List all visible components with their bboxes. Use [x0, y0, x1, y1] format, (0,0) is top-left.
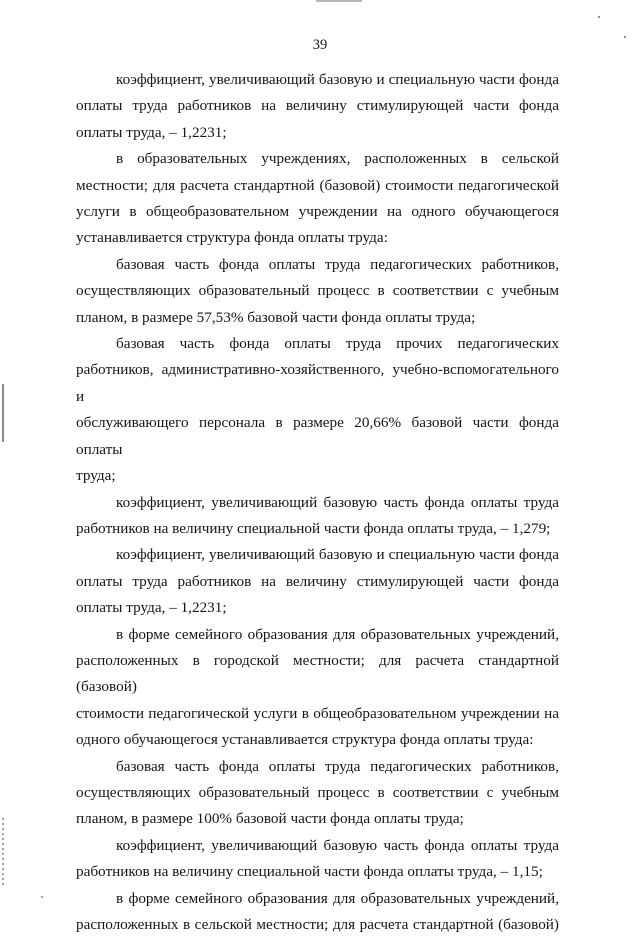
scan-artifact-left-edge [2, 384, 4, 442]
scan-artifact-left-bottom [2, 818, 4, 888]
paragraph [76, 622, 559, 754]
text-line: расположенных в сельской местности; для расчета стандартной (базовой) [76, 916, 559, 933]
page-number: 39 [312, 37, 328, 53]
text-line: обслуживающего персонала в размере 20,66% базовой части фонда оплаты [76, 414, 559, 458]
text-line: в форме семейного образования для образовательных учреждений, [116, 625, 559, 643]
document-body [76, 67, 559, 938]
paragraph [76, 754, 559, 833]
text-line: оплаты труда, – 1,2231; [76, 599, 227, 617]
text-line: коэффициент, увеличивающий базовую и специальную части фонда [116, 546, 559, 564]
text-line: осуществляющих образовательный процесс в соответствии с учебным [76, 282, 559, 300]
text-line: местности; для расчета стандартной (базовой) стоимости педагогической [76, 176, 559, 194]
text-line: оплаты труда работников на величину стимулирующей части фонда [76, 97, 559, 115]
text-line: осуществляющих образовательный процесс в соответствии с учебным [76, 783, 559, 801]
text-line: в форме семейного образования для образовательных учреждений, [116, 889, 559, 907]
text-line: базовая часть фонда оплаты труда педагогических работников, [116, 757, 559, 775]
text-line: услуги в общеобразовательном учреждении на одного обучающегося [76, 203, 559, 221]
paragraph [76, 833, 559, 886]
paragraph [76, 490, 559, 543]
text-line: оплаты труда работников на величину стимулирующей части фонда [76, 572, 559, 590]
paragraph [76, 886, 559, 938]
text-line: в образовательных учреждениях, расположенных в сельской [116, 150, 559, 168]
paragraph [76, 252, 559, 331]
text-line: коэффициент, увеличивающий базовую часть фонда оплаты труда [116, 836, 559, 854]
text-line: базовая часть фонда оплаты труда прочих педагогических [116, 335, 559, 353]
text-line: одного обучающегося устанавливается структура фонда оплаты труда: [76, 731, 534, 749]
text-line: работников, административно-хозяйственного, учебно-вспомогательного и [76, 361, 559, 405]
text-line: коэффициент, увеличивающий базовую и специальную части фонда [116, 71, 559, 88]
paragraph [76, 67, 559, 146]
scan-artifact-dot [41, 896, 43, 898]
text-line: труда; [76, 467, 116, 485]
text-line: работников на величину специальной части фонда оплаты труда, – 1,279; [76, 519, 551, 537]
text-line: устанавливается структура фонда оплаты труда: [76, 229, 388, 247]
paragraph [76, 542, 559, 621]
text-line: планом, в размере 57,53% базовой части фонда оплаты труда; [76, 308, 476, 326]
text-line: оплаты труда, – 1,2231; [76, 123, 227, 141]
paragraph [76, 331, 559, 489]
text-line: коэффициент, увеличивающий базовую часть фонда оплаты труда [116, 493, 559, 511]
scan-artifact-top [316, 0, 362, 2]
text-line: работников на величину специальной части фонда оплаты труда, – 1,15; [76, 863, 543, 881]
text-line: стоимости педагогической услуги в общеобразовательном учреждении на [76, 704, 559, 722]
text-line: планом, в размере 100% базовой части фонда оплаты труда; [76, 810, 464, 828]
scan-artifact-dot [598, 16, 600, 18]
paragraph [76, 146, 559, 252]
text-line: базовая часть фонда оплаты труда педагогических работников, [116, 255, 559, 273]
text-line: расположенных в городской местности; для расчета стандартной (базовой) [76, 651, 559, 696]
